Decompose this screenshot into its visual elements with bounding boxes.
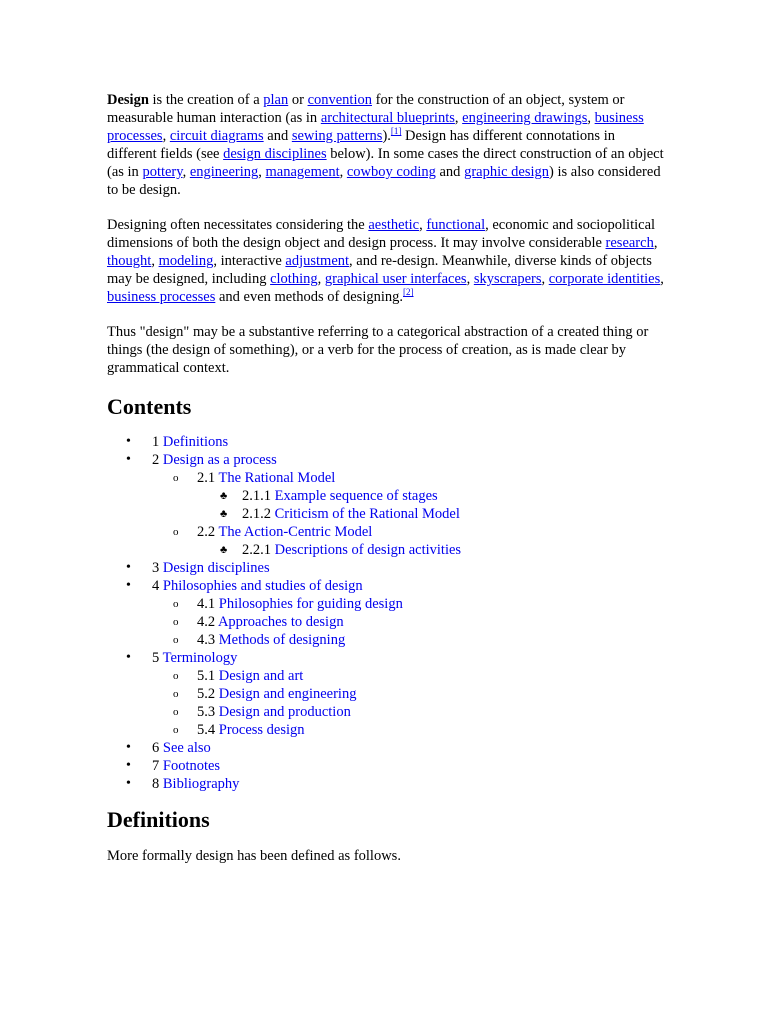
bullet-icon: • <box>126 650 131 665</box>
link-aesthetic[interactable]: aesthetic <box>368 217 420 233</box>
toc-label: Design and engineering <box>218 686 357 702</box>
bullet-icon: • <box>126 434 131 449</box>
intro-paragraph-2 <box>107 216 667 306</box>
toc-link-descriptions[interactable] <box>271 542 461 558</box>
toc-label: Design as a process <box>162 452 277 468</box>
toc-label: Criticism of the Rational Model <box>274 506 460 522</box>
toc-item <box>107 667 667 685</box>
toc-link-philosophies-and-studies[interactable] <box>159 578 362 594</box>
toc-label: Philosophies and studies of design <box>162 578 363 594</box>
toc-item <box>107 649 667 667</box>
toc-item <box>107 523 667 541</box>
circle-bullet-icon: o <box>173 688 179 700</box>
toc-label: Methods of designing <box>218 632 346 648</box>
link-circuit-diagrams[interactable]: circuit diagrams <box>169 128 264 144</box>
link-plan[interactable]: plan <box>263 92 289 108</box>
toc-item <box>107 541 667 559</box>
text-run: and even methods of designing. <box>215 289 404 305</box>
text-run: , <box>660 271 664 287</box>
toc-label: See also <box>162 740 211 756</box>
circle-bullet-icon: o <box>173 670 179 682</box>
text-run: , <box>466 271 474 287</box>
link-thought[interactable]: thought <box>107 253 152 269</box>
link-corporate-identities[interactable]: corporate identities <box>548 271 661 287</box>
toc-link-bibliography[interactable] <box>159 776 239 792</box>
toc-link-design-disciplines[interactable] <box>159 560 269 576</box>
link-business-processes[interactable]: business processes <box>107 110 644 144</box>
text-run: , <box>151 253 159 269</box>
toc-number: 2.2 <box>197 524 216 540</box>
text-run: , <box>258 164 266 180</box>
toc-link-design-and-engineering[interactable] <box>215 686 356 702</box>
link-adjustment[interactable]: adjustment <box>285 253 350 269</box>
toc-label: Design and art <box>218 668 304 684</box>
club-bullet-icon: ♣ <box>220 490 228 502</box>
toc-item <box>107 469 667 487</box>
toc-item <box>107 721 667 739</box>
toc-item <box>107 505 667 523</box>
toc-link-footnotes[interactable] <box>159 758 220 774</box>
text-run: , <box>182 164 190 180</box>
toc-number: 5.4 <box>197 722 216 738</box>
toc-item <box>107 775 667 793</box>
bullet-icon: • <box>126 758 131 773</box>
toc-link-rational-model[interactable] <box>215 470 335 486</box>
toc-number: 5 <box>152 650 160 666</box>
link-functional[interactable]: functional <box>426 217 486 233</box>
text-run: , <box>541 271 549 287</box>
toc-link-action-centric-model[interactable] <box>215 524 372 540</box>
toc-link-design-as-a-process[interactable] <box>159 452 277 468</box>
toc-link-process-design[interactable] <box>215 722 304 738</box>
link-graphical-user-interfaces[interactable]: graphical user interfaces <box>324 271 467 287</box>
toc-link-definitions[interactable] <box>159 434 228 450</box>
toc-item <box>107 487 667 505</box>
toc-number: 2.1.2 <box>242 506 271 522</box>
club-bullet-icon: ♣ <box>220 508 228 520</box>
toc-number: 2 <box>152 452 160 468</box>
link-engineering[interactable]: engineering <box>189 164 259 180</box>
toc-item <box>107 613 667 631</box>
circle-bullet-icon: o <box>173 634 179 646</box>
toc-item <box>107 595 667 613</box>
toc-label: Footnotes <box>162 758 221 774</box>
toc-item <box>107 757 667 775</box>
toc-label: Design and production <box>218 704 351 720</box>
link-design-disciplines[interactable]: design disciplines <box>223 146 327 162</box>
link-clothing[interactable]: clothing <box>270 271 318 287</box>
article-body <box>107 91 667 882</box>
circle-bullet-icon: o <box>173 724 179 736</box>
footnote-ref-1[interactable]: [1] <box>390 126 402 136</box>
circle-bullet-icon: o <box>173 706 179 718</box>
toc-number: 4.3 <box>197 632 216 648</box>
toc-item <box>107 739 667 757</box>
contents-heading: Contents <box>107 394 192 419</box>
toc-number: 3 <box>152 560 160 576</box>
text-run: ) is also considered to be design. <box>107 164 661 198</box>
toc-number: 5.2 <box>197 686 216 702</box>
intro-paragraph-1 <box>107 91 667 199</box>
text-run: , <box>339 164 347 180</box>
toc-label: Example sequence of stages <box>274 488 438 504</box>
link-business-processes-2[interactable]: business processes <box>107 289 216 305</box>
toc-link-design-and-production[interactable] <box>215 704 351 720</box>
toc-link-terminology[interactable] <box>159 650 237 666</box>
text-run: , interactive <box>213 253 286 269</box>
text-run: or <box>288 92 308 108</box>
table-of-contents <box>107 433 667 793</box>
bullet-icon: • <box>126 452 131 467</box>
toc-item <box>107 685 667 703</box>
text-run: , <box>454 110 463 126</box>
intro-paragraph-3: Thus "design" may be a substantive referring to a categorical abstraction of a created thing or things (the design of something), or a verb for the process of creation, as is made clear by grammatical context. <box>107 324 649 376</box>
text-run: and <box>263 128 292 144</box>
toc-link-approaches[interactable] <box>215 614 343 630</box>
toc-number: 4.1 <box>197 596 216 612</box>
toc-number: 2.1 <box>197 470 216 486</box>
link-sewing-patterns[interactable]: sewing patterns <box>291 128 383 144</box>
bullet-icon: • <box>126 560 131 575</box>
link-skyscrapers[interactable]: skyscrapers <box>473 271 542 287</box>
link-architectural-blueprints[interactable]: architectural blueprints <box>320 110 455 126</box>
toc-label: Descriptions of design activities <box>274 542 462 558</box>
text-run: below). In some cases the direct construction of an object (as in <box>107 146 664 180</box>
toc-link-methods[interactable] <box>215 632 345 648</box>
text-run: , and re-design. Meanwhile, diverse kinds of objects may be designed, including <box>107 253 652 287</box>
circle-bullet-icon: o <box>173 526 179 538</box>
toc-link-example-sequence[interactable] <box>271 488 438 504</box>
toc-item <box>107 577 667 595</box>
circle-bullet-icon: o <box>173 616 179 628</box>
toc-label: Design disciplines <box>162 560 270 576</box>
circle-bullet-icon: o <box>173 598 179 610</box>
toc-number: 5.3 <box>197 704 216 720</box>
link-convention[interactable]: convention <box>307 92 372 108</box>
link-graphic-design[interactable]: graphic design <box>464 164 550 180</box>
bullet-icon: • <box>126 740 131 755</box>
toc-number: 4 <box>152 578 160 594</box>
toc-link-design-and-art[interactable] <box>215 668 303 684</box>
toc-number: 5.1 <box>197 668 216 684</box>
text-run: and <box>435 164 465 180</box>
link-research[interactable]: research <box>605 235 654 251</box>
text-run: for the construction of an object, system or measurable human interaction (as in <box>107 92 625 126</box>
text-run: , economic and sociopolitical dimensions of both the design object and design process. It may involve considerable <box>107 217 656 251</box>
link-modeling[interactable]: modeling <box>158 253 214 269</box>
link-engineering-drawings[interactable]: engineering drawings <box>462 110 588 126</box>
toc-number: 2.2.1 <box>242 542 271 558</box>
bullet-icon: • <box>126 776 131 791</box>
link-pottery[interactable]: pottery <box>142 164 183 180</box>
text-run: ). <box>382 128 391 144</box>
toc-label: Process design <box>218 722 305 738</box>
text-run: is the creation of a <box>148 92 264 108</box>
toc-item <box>107 451 667 469</box>
bullet-icon: • <box>126 578 131 593</box>
toc-link-see-also[interactable] <box>159 740 211 756</box>
toc-number: 2.1.1 <box>242 488 271 504</box>
club-bullet-icon: ♣ <box>220 544 228 556</box>
toc-number: 4.2 <box>197 614 216 630</box>
toc-label: Bibliography <box>162 776 240 792</box>
footnote-ref-2[interactable]: [2] <box>403 287 414 297</box>
toc-label: Terminology <box>162 650 238 666</box>
text-run: , <box>653 235 658 251</box>
toc-item <box>107 433 667 451</box>
toc-number: 1 <box>152 434 160 450</box>
toc-link-philosophies-guiding[interactable] <box>215 596 403 612</box>
toc-label: Definitions <box>162 434 229 450</box>
toc-link-criticism[interactable] <box>271 506 460 522</box>
toc-label: The Action-Centric Model <box>218 524 373 540</box>
text-run: , <box>419 217 427 233</box>
text-run: Designing often necessitates considering the <box>107 217 369 233</box>
text-run: , <box>587 110 595 126</box>
toc-item <box>107 703 667 721</box>
term-design: Design <box>107 92 149 108</box>
text-run: , <box>317 271 325 287</box>
toc-item <box>107 559 667 577</box>
toc-label: Philosophies for guiding design <box>218 596 403 612</box>
toc-number: 7 <box>152 758 160 774</box>
toc-label: The Rational Model <box>218 470 336 486</box>
link-management[interactable]: management <box>265 164 340 180</box>
toc-number: 8 <box>152 776 160 792</box>
text-run: Design has different connotations in different fields (see <box>107 128 615 162</box>
toc-number: 6 <box>152 740 160 756</box>
text-run: , <box>162 128 170 144</box>
circle-bullet-icon: o <box>173 472 179 484</box>
toc-label: Approaches to design <box>217 614 344 630</box>
definitions-heading: Definitions <box>107 807 210 832</box>
toc-item <box>107 631 667 649</box>
link-cowboy-coding[interactable]: cowboy coding <box>346 164 436 180</box>
definitions-text: More formally design has been defined as follows. <box>107 848 401 864</box>
